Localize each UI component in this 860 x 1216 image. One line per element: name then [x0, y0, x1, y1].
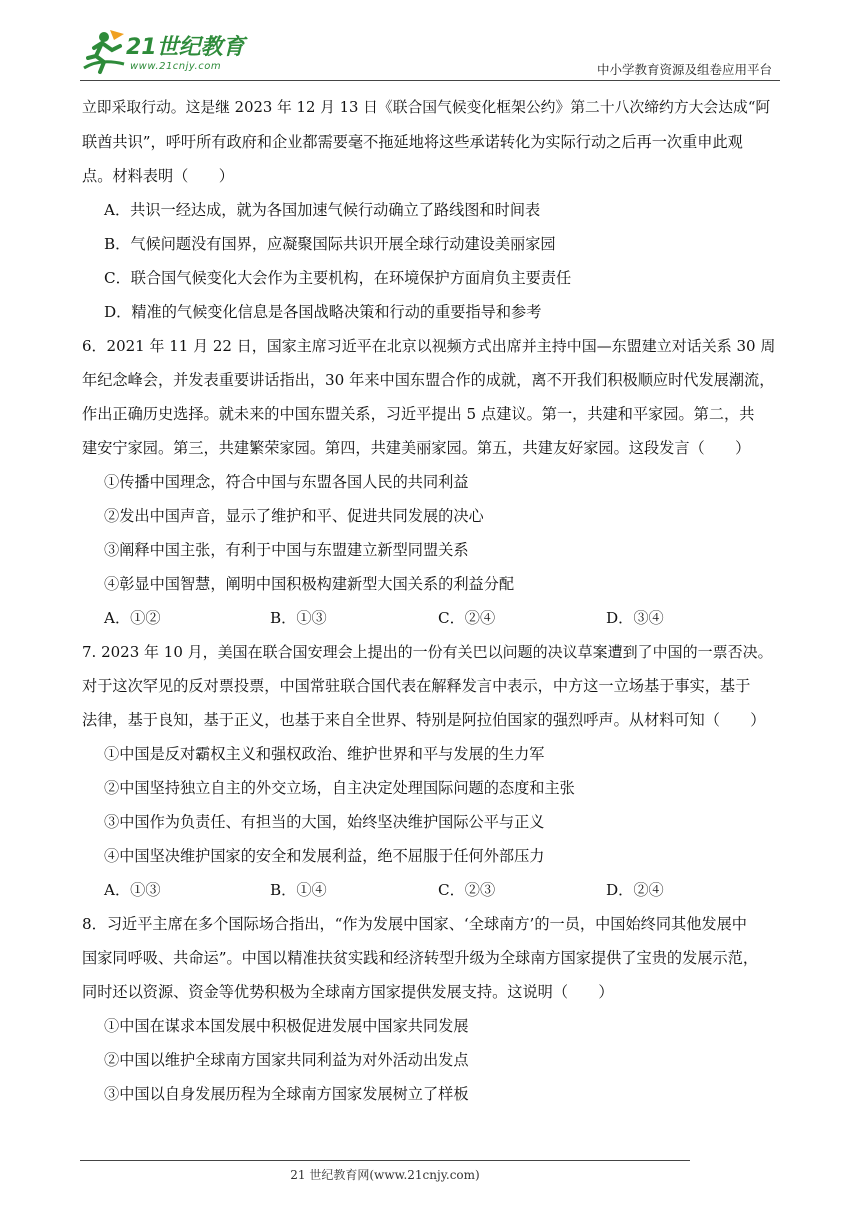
q7-statement-2: ②中国坚持独立自主的外交立场，自主决定处理国际问题的态度和主张 [104, 779, 575, 797]
q7-choice-d: D．②④ [606, 881, 664, 899]
q7-choice-b: B．①④ [270, 881, 327, 899]
q7-statement-1: ①中国是反对霸权主义和强权政治、维护世界和平与发展的生力军 [104, 745, 545, 763]
q6-statement-2: ②发出中国声音，显示了维护和平、促进共同发展的决心 [104, 507, 484, 525]
q6-statement-1: ①传播中国理念，符合中国与东盟各国人民的共同利益 [104, 473, 469, 491]
q6-choice-c: C．②④ [438, 609, 496, 627]
q8-statement-2: ②中国以维护全球南方国家共同利益为对外活动出发点 [104, 1051, 469, 1069]
header-divider [80, 80, 780, 81]
logo-url: www.21cnjy.com [130, 61, 222, 72]
q7-choices [104, 878, 704, 902]
q8-stem-line: 国家同呼吸、共命运”。中国以精准扶贫实践和经济转型升级为全球南方国家提供了宝贵的发展示范， [82, 949, 759, 967]
q6-choices [104, 606, 704, 630]
page-header [0, 0, 860, 90]
q7-stem-line: 对于这次罕见的反对票投票，中国常驻联合国代表在解释发言中表示，中方这一立场基于事实，基于 [82, 677, 751, 695]
q7-choice-a: A．①③ [104, 881, 161, 899]
q8-statement-1: ①中国在谋求本国发展中积极促进发展中国家共同发展 [104, 1017, 469, 1035]
q6-stem-line: 年纪念峰会，并发表重要讲话指出，30 年来中国东盟合作的成就，离不开我们积极顺应时代发展潮流， [82, 371, 775, 389]
logo-title: 21世纪教育 [126, 35, 245, 60]
q6-choice-a: A．①② [104, 609, 161, 627]
q6-statement-3: ③阐释中国主张，有利于中国与东盟建立新型同盟关系 [104, 541, 469, 559]
q8-stem-line: 8．习近平主席在多个国际场合指出，“作为发展中国家、‘全球南方’的一员，中国始终同其他发展中 [82, 915, 747, 933]
page-footer[interactable]: 21 世纪教育网(www.21cnjy.com) [290, 1168, 480, 1182]
q5-option-d: D．精准的气候变化信息是各国战略决策和行动的重要指导和参考 [104, 303, 542, 321]
q7-statement-3: ③中国作为负责任、有担当的大国，始终坚决维护国际公平与正义 [104, 813, 545, 831]
q5-option-b: B．气候问题没有国界，应凝聚国际共识开展全球行动建设美丽家园 [104, 235, 556, 253]
platform-label: 中小学教育资源及组卷应用平台 [596, 62, 772, 77]
q6-choice-b: B．①③ [270, 609, 327, 627]
q8-stem-line: 同时还以资源、资金等优势积极为全球南方国家提供发展支持。这说明（ ） [82, 983, 614, 1001]
q6-stem-line: 作出正确历史选择。就未来的中国东盟关系，习近平提出 5 点建议。第一，共建和平家园。第二，共 [82, 405, 755, 423]
footer-divider [80, 1160, 690, 1161]
q8-statement-3: ③中国以自身发展历程为全球南方国家发展树立了样板 [104, 1085, 469, 1103]
q7-stem-line: 法律，基于良知，基于正义，也基于来自全世界、特别是阿拉伯国家的强烈呼声。从材料可知（ ） [82, 711, 766, 729]
q5-stem-line: 点。材料表明（ ） [82, 167, 234, 185]
q5-option-a: A．共识一经达成，就为各国加速气候行动确立了路线图和时间表 [104, 201, 541, 219]
q6-choice-d: D．③④ [606, 609, 664, 627]
q5-stem-line: 立即采取行动。这是继 2023 年 12 月 13 日《联合国气候变化框架公约》第二十八次缔约方大会达成“阿 [82, 99, 771, 116]
runner-logo-icon [80, 28, 128, 76]
q7-stem-line: 7. 2023 年 10 月，美国在联合国安理会上提出的一份有关巴以问题的决议草案遭到了中国的一票否决。 [82, 643, 773, 661]
q6-stem-line: 建安宁家园。第三，共建繁荣家园。第四，共建美丽家园。第五，共建友好家园。这段发言（ ） [82, 439, 751, 457]
q5-option-c: C．联合国气候变化大会作为主要机构，在环境保护方面肩负主要责任 [104, 269, 572, 287]
q7-choice-c: C．②③ [438, 881, 496, 899]
q7-statement-4: ④中国坚决维护国家的安全和发展利益，绝不屈服于任何外部压力 [104, 847, 545, 865]
q5-stem-line: 联酋共识”，呼吁所有政府和企业都需要毫不拖延地将这些承诺转化为实际行动之后再一次重申此观 [82, 133, 743, 151]
q6-statement-4: ④彰显中国智慧，阐明中国积极构建新型大国关系的利益分配 [104, 575, 515, 593]
q6-stem-line: 6．2021 年 11 月 22 日，国家主席习近平在北京以视频方式出席并主持中国—东盟建立对话关系 30 周 [82, 337, 776, 355]
site-logo[interactable] [80, 28, 250, 78]
